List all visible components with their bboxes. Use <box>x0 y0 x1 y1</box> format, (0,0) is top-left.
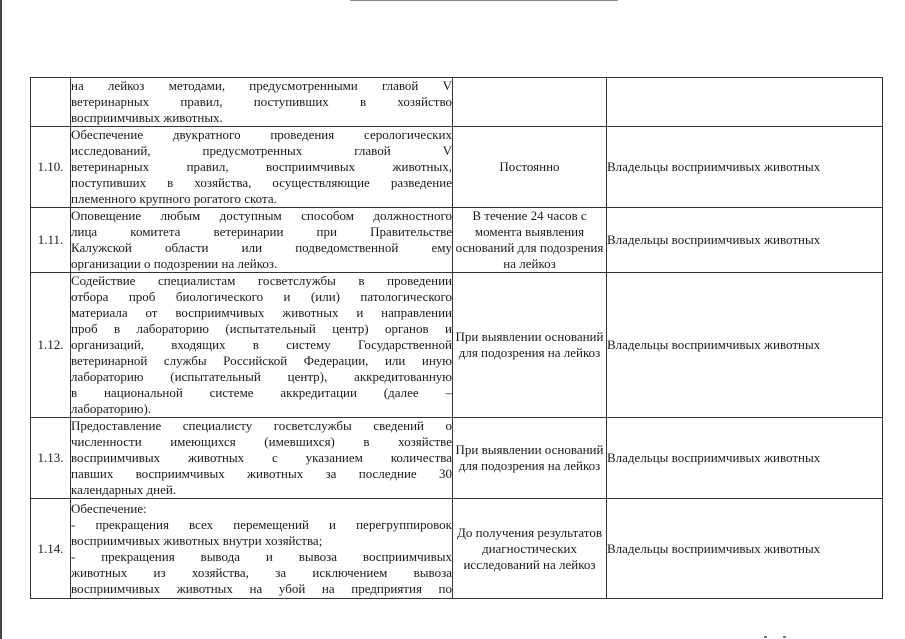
desc-line: Содействие специалистам госветслужбы в проведении <box>71 273 452 288</box>
row-responsible: Владельцы восприимчивых животных <box>607 208 883 273</box>
row-number: 1.13. <box>31 418 71 499</box>
row-description <box>71 127 453 208</box>
desc-line: животных из хозяйства, за исключением вывоза <box>71 564 452 580</box>
desc-line: - прекращения вывода и вывоза восприимчивых <box>71 548 452 564</box>
desc-line: на лейкоз методами, предусмотренными главой V <box>71 78 452 93</box>
row-description <box>71 499 453 599</box>
desc-line: Калужской области или подведомственной ему <box>71 240 452 255</box>
top-rule <box>350 0 618 1</box>
table-row <box>31 127 883 208</box>
desc-line: Предоставление специалисту госветслужбы сведений о <box>71 418 452 433</box>
row-number <box>31 78 71 127</box>
row-number: 1.11. <box>31 208 71 273</box>
desc-line: ветеринарных правил, восприимчивых животных, <box>71 159 452 174</box>
scan-speck <box>764 636 767 638</box>
desc-line: ветеринарных правил, поступивших в хозяйство <box>71 94 452 109</box>
row-responsible: Владельцы восприимчивых животных <box>607 127 883 208</box>
desc-line: проб в лабораторию (испытательный центр) органов и <box>71 321 452 336</box>
desc-line: Оповещение любым доступным способом должностного <box>71 208 452 223</box>
table-row <box>31 499 883 599</box>
desc-line: лица комитета ветеринарии при Правительстве <box>71 224 452 239</box>
desc-line: ветеринарной службы Российской Федерации, или иную <box>71 353 452 368</box>
row-responsible: Владельцы восприимчивых животных <box>607 273 883 418</box>
desc-line: организаций, входящих в систему Государственной <box>71 337 452 352</box>
desc-line: восприимчивых животных на убой на предприятия по <box>71 580 452 596</box>
table-row <box>31 273 883 418</box>
desc-line: племенного крупного рогатого скота. <box>71 191 277 206</box>
row-term: При выявлении оснований для подозрения на лейкоз <box>453 418 607 499</box>
row-responsible <box>607 78 883 127</box>
desc-line: отбора проб биологического и (или) патологического <box>71 289 452 304</box>
row-term: В течение 24 часов с момента выявления оснований для подозрения на лейкоз <box>453 208 607 273</box>
table-row <box>31 208 883 273</box>
desc-line: павших восприимчивых животных за последние 30 <box>71 466 452 481</box>
desc-line: Обеспечение двукратного проведения серологических <box>71 127 452 142</box>
row-number: 1.14. <box>31 499 71 599</box>
row-number: 1.10. <box>31 127 71 208</box>
desc-line: восприимчивых животных с указанием количества <box>71 450 452 465</box>
row-responsible: Владельцы восприимчивых животных <box>607 418 883 499</box>
row-description <box>71 418 453 499</box>
desc-line: лабораторию). <box>71 401 152 416</box>
scan-left-edge <box>0 0 2 639</box>
desc-line: исследований, предусмотренных главой V <box>71 143 452 158</box>
desc-line: численности имеющихся (имевшихся) в хозяйстве <box>71 434 452 449</box>
desc-line: - прекращения всех перемещений и перегруппировок <box>71 516 452 532</box>
desc-line: восприимчивых животных. <box>71 110 223 125</box>
row-term: Постоянно <box>453 127 607 208</box>
desc-line: в национальной системе аккредитации (далее – <box>71 385 452 400</box>
desc-line: материала от восприимчивых животных и направлении <box>71 305 452 320</box>
desc-line: восприимчивых животных внутри хозяйства; <box>71 532 323 548</box>
row-number: 1.12. <box>31 273 71 418</box>
row-description <box>71 78 453 127</box>
row-description <box>71 208 453 273</box>
desc-line: Обеспечение: <box>71 500 147 516</box>
desc-line: лабораторию (испытательный центр), аккредитованную <box>71 369 452 384</box>
desc-line: календарных дней. <box>71 482 177 497</box>
table-row <box>31 78 883 127</box>
table-row <box>31 418 883 499</box>
row-term <box>453 78 607 127</box>
row-description <box>71 273 453 418</box>
desc-line: организации о подозрении на лейкоз. <box>71 256 278 271</box>
desc-line: поступивших в хозяйства, осуществляющие разведение <box>71 175 452 190</box>
row-responsible: Владельцы восприимчивых животных <box>607 499 883 599</box>
measures-table <box>30 77 883 599</box>
row-term: При выявлении оснований для подозрения на лейкоз <box>453 273 607 418</box>
row-term: До получения результатов диагностических исследований на лейкоз <box>453 499 607 599</box>
scan-speck <box>783 636 786 638</box>
